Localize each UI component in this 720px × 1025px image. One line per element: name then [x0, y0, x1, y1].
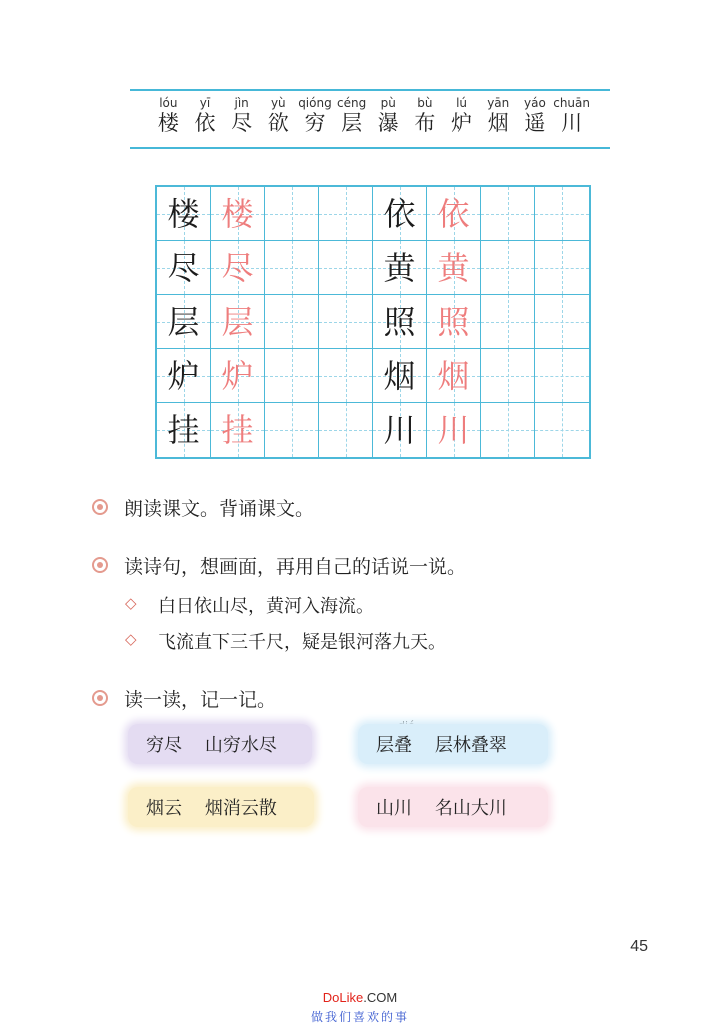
- blank-practice-cell: [535, 295, 589, 349]
- trace-character-cell: [211, 349, 265, 403]
- model-character: 楼: [167, 194, 200, 233]
- trace-character: 黄: [437, 248, 470, 287]
- blank-practice-cell: [481, 187, 535, 241]
- trace-character: 烟: [437, 356, 470, 395]
- model-character-cell: [157, 295, 211, 349]
- vocab-char: 楼: [157, 111, 179, 135]
- model-character-cell: [373, 295, 427, 349]
- blank-practice-cell: [319, 295, 373, 349]
- word-card-qiongjin: 穷尽 山穷水尽: [128, 724, 312, 764]
- vocab-char: 烟: [487, 111, 509, 135]
- trace-character: 楼: [221, 194, 254, 233]
- trace-character-cell: [427, 295, 481, 349]
- vocab-char: 层: [341, 111, 363, 135]
- model-character-cell: [373, 349, 427, 403]
- blank-practice-cell: [535, 403, 589, 457]
- blank-practice-cell: [535, 349, 589, 403]
- vocab-pinyin: pù: [380, 96, 396, 110]
- blank-practice-cell: [481, 403, 535, 457]
- vocab-item: [150, 96, 187, 135]
- vocab-list: [150, 96, 590, 135]
- vocab-char: 川: [561, 111, 583, 135]
- vocab-pinyin: yù: [270, 96, 286, 110]
- vocab-item: [370, 96, 407, 135]
- watermark-slogan: 做我们喜欢的事: [310, 1010, 409, 1024]
- model-character-cell: [373, 187, 427, 241]
- blank-practice-cell: [319, 241, 373, 295]
- blank-practice-cell: [535, 241, 589, 295]
- blank-practice-cell: [265, 349, 319, 403]
- vocab-char: 布: [414, 111, 436, 135]
- model-character-cell: [373, 403, 427, 457]
- vocab-item: [553, 96, 590, 135]
- vocab-item: [517, 96, 554, 135]
- blank-practice-cell: [265, 295, 319, 349]
- diamond-bullet-icon: ◇: [125, 594, 137, 612]
- blank-practice-cell: [319, 349, 373, 403]
- blank-practice-cell: [535, 187, 589, 241]
- poem-line-1: 白日依山尽，黄河入海流。: [158, 596, 374, 617]
- blank-practice-cell: [265, 241, 319, 295]
- blank-practice-cell: [481, 349, 535, 403]
- vocab-bottom-rule: [130, 147, 610, 149]
- vocab-char: 依: [194, 111, 216, 135]
- trace-character: 炉: [221, 356, 254, 395]
- writing-practice-grid: [155, 185, 591, 459]
- trace-character: 挂: [221, 411, 254, 449]
- model-character-cell: [373, 241, 427, 295]
- trace-character-cell: [427, 403, 481, 457]
- model-character: 川: [383, 411, 416, 449]
- model-character: 层: [167, 302, 200, 341]
- trace-character: 层: [221, 302, 254, 341]
- vocab-item: [260, 96, 297, 135]
- blank-practice-cell: [319, 403, 373, 457]
- vocab-pinyin: bù: [417, 96, 433, 110]
- poem-line-2: 飞流直下三千尺，疑是银河落九天。: [158, 632, 446, 653]
- exercise-marker-icon: [92, 499, 108, 515]
- vocab-item: [187, 96, 224, 135]
- vocab-char: 欲: [267, 111, 289, 135]
- word-card-shanchuan: 山川 名山大川: [358, 787, 548, 827]
- vocab-item: [443, 96, 480, 135]
- blank-practice-cell: [481, 295, 535, 349]
- model-character-cell: [157, 349, 211, 403]
- trace-character-cell: [211, 187, 265, 241]
- vocab-char: 炉: [451, 111, 473, 135]
- vocab-pinyin: yī: [199, 96, 211, 110]
- model-character: 挂: [167, 411, 200, 449]
- model-character: 黄: [383, 248, 416, 287]
- trace-character: 照: [437, 302, 470, 341]
- model-character-cell: [157, 403, 211, 457]
- blank-practice-cell: [481, 241, 535, 295]
- trace-character-cell: [427, 349, 481, 403]
- vocab-pinyin: chuān: [553, 96, 590, 110]
- vocab-char: 穷: [304, 111, 326, 135]
- exercise-2-text: 读诗句，想画面，再用自己的话说一说。: [124, 556, 467, 578]
- vocab-top-rule: [130, 89, 610, 91]
- model-character: 尽: [167, 248, 200, 287]
- diamond-bullet-icon: ◇: [125, 630, 137, 648]
- trace-character: 川: [437, 411, 470, 449]
- vocab-item: [297, 96, 334, 135]
- model-character: 依: [383, 194, 416, 233]
- vocab-item: [407, 96, 444, 135]
- model-character: 炉: [167, 356, 200, 395]
- watermark-site-com: .COM: [363, 990, 398, 1005]
- trace-character-cell: [211, 241, 265, 295]
- vocab-item: [333, 96, 370, 135]
- exercise-1-text: 朗读课文。背诵课文。: [124, 498, 315, 520]
- model-character: 烟: [383, 356, 416, 395]
- vocab-pinyin: céng: [337, 96, 367, 110]
- exercise-3-text: 读一读，记一记。: [124, 689, 277, 711]
- trace-character: 尽: [221, 248, 254, 287]
- page-number: 45: [630, 938, 648, 955]
- trace-character-cell: [427, 187, 481, 241]
- vocab-pinyin: lóu: [159, 96, 178, 110]
- trace-character-cell: [211, 403, 265, 457]
- trace-character-cell: [211, 295, 265, 349]
- vocab-pinyin: lú: [456, 96, 468, 110]
- trace-character-cell: [427, 241, 481, 295]
- blank-practice-cell: [265, 403, 319, 457]
- model-character-cell: [157, 187, 211, 241]
- vocab-item: [223, 96, 260, 135]
- watermark-site: [0, 990, 720, 1005]
- model-character: 照: [383, 302, 416, 341]
- word-card-cengdie: 层叠 层林叠翠: [358, 724, 548, 764]
- exercise-marker-icon: [92, 557, 108, 573]
- vocab-pinyin: yān: [487, 96, 510, 110]
- vocab-pinyin: jìn: [234, 96, 249, 110]
- vocab-char: 瀑: [377, 111, 399, 135]
- blank-practice-cell: [319, 187, 373, 241]
- vocab-pinyin: yáo: [523, 96, 546, 110]
- vocab-char: 尽: [231, 111, 253, 135]
- watermark-site-do: DoLike: [322, 990, 364, 1005]
- model-character-cell: [157, 241, 211, 295]
- vocab-item: [480, 96, 517, 135]
- trace-character: 依: [437, 194, 470, 233]
- exercise-marker-icon: [92, 690, 108, 706]
- vocab-char: 遥: [524, 111, 546, 135]
- blank-practice-cell: [265, 187, 319, 241]
- vocab-pinyin: qióng: [298, 96, 332, 110]
- word-card-yanyun: 烟云 烟消云散: [128, 787, 314, 827]
